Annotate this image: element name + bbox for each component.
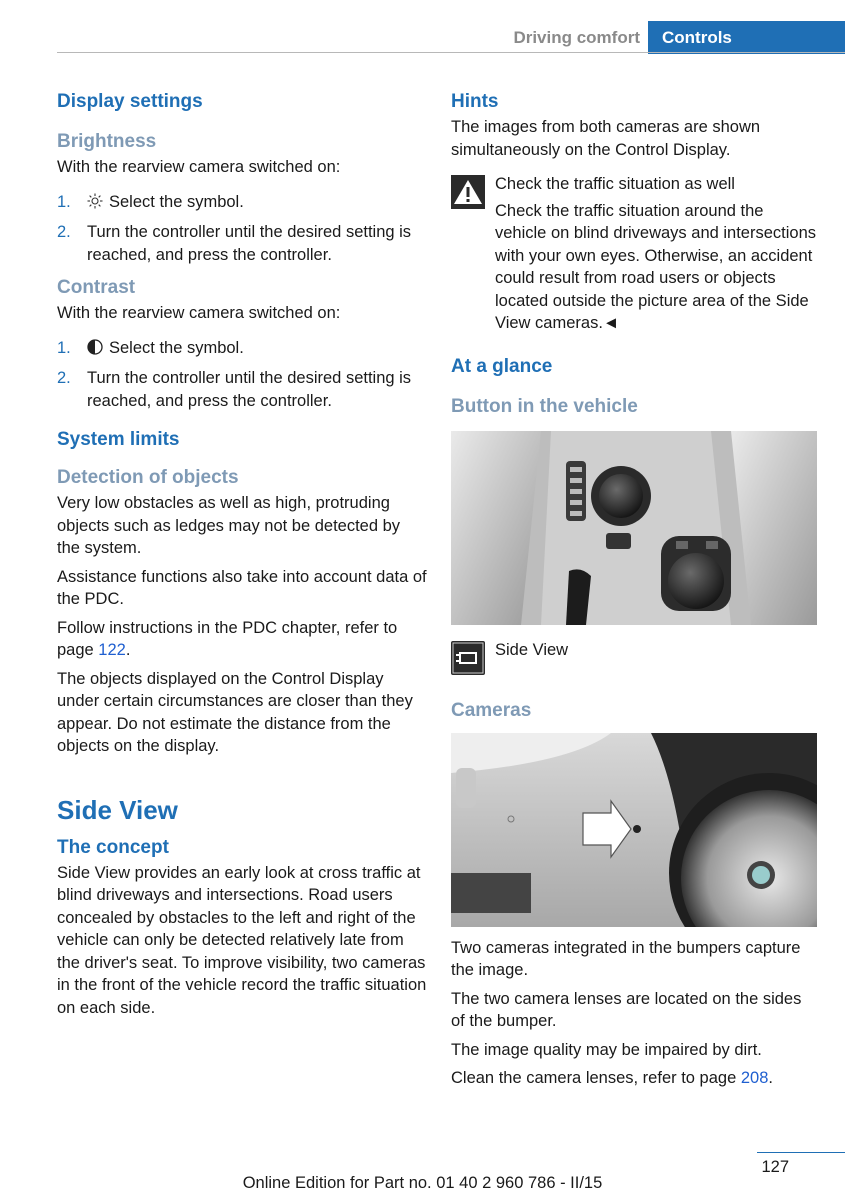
warning-text: Check the traffic situation around the vehicle on blind driveways and intersections with your own eyes. Otherwise, an accident could result from road users or objects located outside the picture area of the Side View cameras.◄ (495, 201, 817, 332)
list-item: 2. Turn the controller until the desired setting is reached, and press the controller. (57, 223, 412, 264)
page-link-122[interactable]: 122 (98, 641, 126, 659)
page-link-208[interactable]: 208 (740, 1069, 769, 1087)
display-settings-heading: Display settings (57, 91, 203, 112)
cameras-p3: The image quality may be impaired by dirt. (451, 1040, 762, 1059)
detection-p1: Very low obstacles as well as high, protruding objects such as ledges may not be detected by the system. (57, 494, 401, 557)
brightness-intro: With the rearview camera switched on: (57, 158, 341, 176)
contrast-steps (57, 337, 427, 413)
concept-text: Side View provides an early look at cross traffic at blind driveways and intersections. Road users concealed by obstacles to the left and right of the vehicle can only be detected relatively late from the driver's seat. To improve visibility, two cameras in the front of the vehicle record the traffic situation on each side. (57, 863, 427, 1017)
right-column (451, 88, 817, 1096)
footer-edition: Online Edition for Part no. 01 40 2 960 786 - II/15 (242, 1174, 603, 1192)
list-item: 2. Turn the controller until the desired setting is reached, and press the controller. (57, 369, 412, 410)
cameras-p1: Two cameras integrated in the bumpers capture the image. (451, 938, 801, 979)
warning-title: Check the traffic situation as well (495, 175, 735, 193)
button-photo (451, 431, 817, 625)
concept-heading: The concept (57, 836, 169, 858)
header-rule (57, 52, 845, 53)
detection-p3: Follow instructions in the PDC chapter, refer to page 122. (57, 618, 398, 659)
contrast-icon (87, 339, 103, 362)
brightness-heading: Brightness (57, 131, 157, 152)
cameras-p2: The two camera lenses are located on the sides of the bumper. (451, 989, 802, 1030)
brightness-icon (87, 193, 103, 216)
contrast-heading: Contrast (57, 277, 136, 298)
at-a-glance-heading: At a glance (451, 355, 553, 377)
list-item: 1. Select the symbol. (57, 191, 427, 216)
side-view-title: Side View (57, 794, 178, 825)
cameras-photo (451, 733, 817, 927)
button-heading: Button in the vehicle (451, 395, 638, 417)
cameras-p4: Clean the camera lenses, refer to page 208. (451, 1069, 773, 1087)
brightness-steps (57, 191, 427, 267)
header-section: Driving comfort (513, 28, 640, 47)
detection-p4: The objects displayed on the Control Display under certain circumstances are closer than they appear. Do not estimate the distance from the objects on the display. (57, 669, 413, 755)
warning-triangle-icon (451, 175, 485, 209)
side-view-button-label: Side View (495, 640, 569, 659)
footer-rule (757, 1152, 845, 1153)
side-view-button-icon[interactable] (451, 641, 485, 675)
detection-heading: Detection of objects (57, 467, 239, 488)
warning-block (451, 173, 817, 196)
header-chapter-tab: Controls (648, 21, 845, 54)
system-limits-heading: System limits (57, 429, 180, 450)
hints-p1: The images from both cameras are shown simultaneously on the Control Display. (451, 118, 761, 159)
list-item: 1. Select the symbol. (57, 337, 427, 362)
detection-p2: Assistance functions also take into account data of the PDC. (57, 567, 427, 608)
cameras-heading: Cameras (451, 699, 532, 721)
left-column (57, 88, 427, 1025)
page-number: 127 (761, 1158, 789, 1176)
hints-heading: Hints (451, 91, 499, 112)
side-view-button-row (451, 639, 817, 679)
contrast-intro: With the rearview camera switched on: (57, 304, 341, 322)
